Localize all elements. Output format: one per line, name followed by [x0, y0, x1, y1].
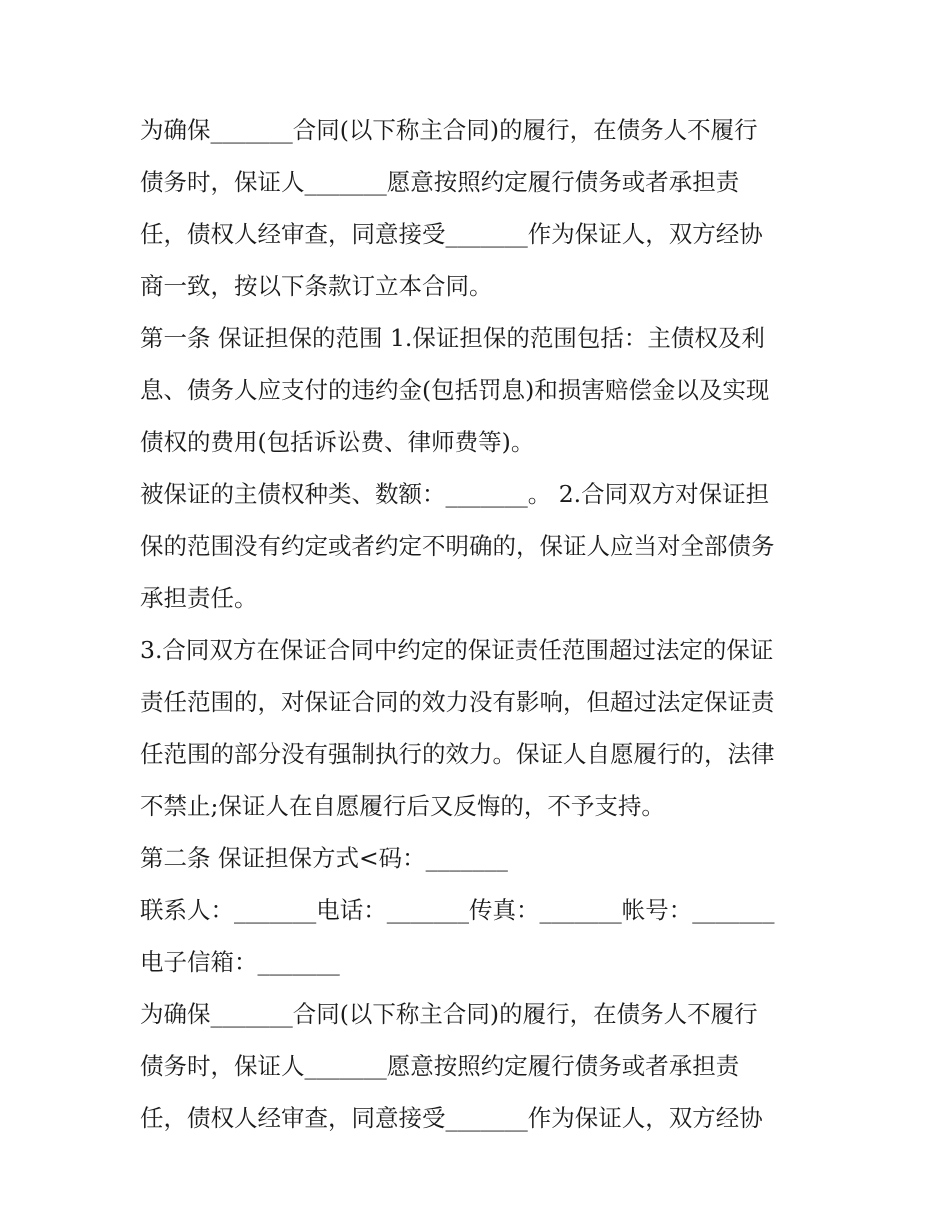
text-line: 息、债务人应支付的违约金(包括罚息)和损害赔偿金以及实现	[140, 376, 770, 404]
text-line: 任，债权人经审查，同意接受_______作为保证人，双方经协	[140, 220, 763, 248]
text-line: 保的范围没有约定或者约定不明确的，保证人应当对全部债务	[140, 532, 775, 560]
text-line: 为确保_______合同(以下称主合同)的履行，在债务人不履行	[140, 1000, 758, 1028]
text-line: 为确保_______合同(以下称主合同)的履行，在债务人不履行	[140, 116, 758, 144]
text-line: 3.合同双方在保证合同中约定的保证责任范围超过法定的保证	[140, 636, 774, 664]
text-line: 任范围的部分没有强制执行的效力。保证人自愿履行的，法律	[140, 740, 775, 768]
text-line: 债务时，保证人_______愿意按照约定履行债务或者承担责	[140, 168, 740, 196]
text-line: 第一条 保证担保的范围 1.保证担保的范围包括：主债权及利	[140, 324, 765, 352]
text-line: 被保证的主债权种类、数额：_______。 2.合同双方对保证担	[140, 480, 770, 508]
contract-text	[140, 104, 840, 1144]
text-line: 承担责任。	[140, 584, 258, 612]
text-line: 联系人：_______电话：_______传真：_______帐号：_______	[140, 896, 775, 924]
text-line: 不禁止;保证人在自愿履行后又反悔的，不予支持。	[140, 792, 665, 820]
text-line: 电子信箱：_______	[140, 948, 340, 976]
text-line: 债务时，保证人_______愿意按照约定履行债务或者承担责	[140, 1052, 740, 1080]
text-line: 债权的费用(包括诉讼费、律师费等)。	[140, 428, 535, 456]
text-line: 商一致，按以下条款订立本合同。	[140, 272, 493, 300]
text-line: 任，债权人经审查，同意接受_______作为保证人，双方经协	[140, 1104, 763, 1132]
text-line: 责任范围的，对保证合同的效力没有影响，但超过法定保证责	[140, 688, 775, 716]
text-line: 第二条 保证担保方式<码：_______	[140, 844, 508, 872]
